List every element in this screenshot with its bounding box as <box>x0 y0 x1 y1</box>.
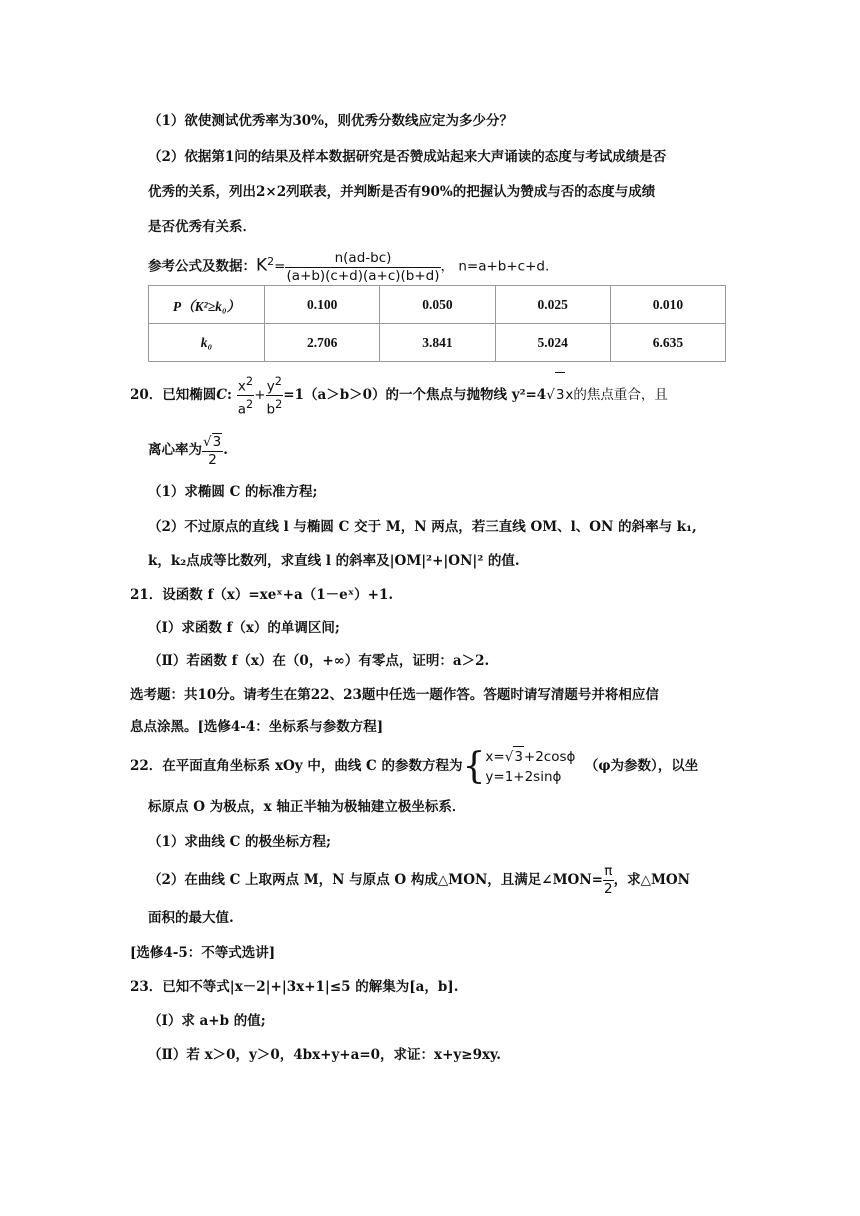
table-row <box>149 286 726 324</box>
question-19-part-2-line-2: 优秀的关系，列出2×2列联表，并判断是否有90%的把握认为赞成与否的态度与成绩 <box>148 184 656 200</box>
pi-over-2: $\frac{\pi}{2}$ <box>603 863 613 897</box>
x2-over-a2: $\frac{x^2}{a^2}$ <box>237 374 254 418</box>
table-cell: P（K²≥k₀） <box>149 286 265 324</box>
table-cell: 2.706 <box>265 324 380 362</box>
question-23-part-1: （Ⅰ）求 a+b 的值; <box>148 1013 266 1029</box>
table-cell: 3.841 <box>380 324 495 362</box>
question-22-part-2: （2）在曲线 C 上取两点 M，N 与原点 O 构成△MON，且满足∠MON= $\frac{\pi}{2}$ ，求△MON <box>148 863 691 897</box>
elective-note-line-2: 息点涂黑。[选修4-4：坐标系与参数方程] <box>130 719 384 735</box>
question-22-part-2-line-2: 面积的最大值. <box>148 910 234 926</box>
table-cell: 5.024 <box>495 324 610 362</box>
question-23: 23．已知不等式|x－2|+|3x+1|≤5 的解集为[a，b]. <box>130 979 459 995</box>
formula-label: 参考公式及数据： <box>148 258 256 275</box>
section-4-5-heading: [选修4-5：不等式选讲] <box>130 945 276 961</box>
table-row <box>149 324 726 362</box>
question-22: 22．在平面直角坐标系 xOy 中，曲线 C 的参数方程为{ x=√3+2cosϕ y=1+2sinϕ （φ为参数），以坐 <box>130 745 699 787</box>
table-cell: 0.025 <box>495 286 610 324</box>
critical-value-table <box>148 285 726 362</box>
question-20-part-2-line-1: （2）不过原点的直线 l 与椭圆 C 交于 M，N 两点，若三直线 OM、l、ON 的斜率与 k₁, <box>148 519 697 535</box>
y2-over-b2: $\frac{y^2}{b^2}$ <box>266 374 283 418</box>
question-20-part-1: （1）求椭圆 C 的标准方程; <box>148 484 318 500</box>
sqrt3-over-2: $\frac{√3}{2}$ <box>203 433 222 468</box>
question-22-line-2: 标原点 O 为极点，x 轴正半轴为极轴建立极坐标系． <box>148 799 466 815</box>
question-23-part-2: （Ⅱ）若 x＞0，y＞0，4bx+y+a=0，求证：x+y≥9xy. <box>148 1047 502 1063</box>
question-20: 20．已知椭圆C: $\frac{x^2}{a^2}$ + $\frac{y^2}{b^2}$ =1（a＞b＞0）的一个焦点与抛物线 y²=4√3x的焦点重合，且 <box>130 372 668 419</box>
table-cell: 0.100 <box>265 286 380 324</box>
parametric-system: x=√3+2cosϕ y=1+2sinϕ <box>485 746 575 787</box>
question-20-part-2-line-2: k，k₂点成等比数列，求直线 l 的斜率及|OM|²+|ON|² 的值. <box>148 553 520 569</box>
reference-formula: 参考公式及数据：$K^2=$ $\frac{n(ad-bc)}{(a+b)(c+d)(a+c)(b+d)}$ ， n=a+b+c+d. <box>148 249 550 284</box>
question-20-eccentricity: 离心率为 $\frac{√3}{2}$ . <box>148 433 228 468</box>
table-cell: 0.050 <box>380 286 495 324</box>
question-19-part-2-line-1: （2）依据第1问的结果及样本数据研究是否赞成站起来大声诵读的态度与考试成绩是否 <box>148 149 667 165</box>
left-brace: { <box>462 745 486 787</box>
question-19-part-2-line-3: 是否优秀有关系． <box>148 219 256 235</box>
question-22-part-1: （1）求曲线 C 的极坐标方程; <box>148 834 332 850</box>
table-cell: 0.010 <box>610 286 725 324</box>
question-19-part-1: （1）欲使测试优秀率为30%，则优秀分数线应定为多少分？ <box>148 113 514 129</box>
k2-fraction: $\frac{n(ad-bc)}{(a+b)(c+d)(a+c)(b+d)}$ <box>286 249 440 284</box>
question-21: 21．设函数 f（x）=xeˣ+a（1－eˣ）+1. <box>130 587 394 603</box>
question-21-part-1: （Ⅰ）求函数 f（x）的单调区间; <box>148 620 340 636</box>
table-cell: 6.635 <box>610 324 725 362</box>
table-cell: k₀ <box>149 324 265 362</box>
elective-note-line-1: 选考题：共10分。请考生在第22、23题中任选一题作答。答题时请写清题号并将相应信 <box>130 687 659 703</box>
question-21-part-2: （Ⅱ）若函数 f（x）在（0，+∞）有零点，证明：a＞2. <box>148 653 490 669</box>
